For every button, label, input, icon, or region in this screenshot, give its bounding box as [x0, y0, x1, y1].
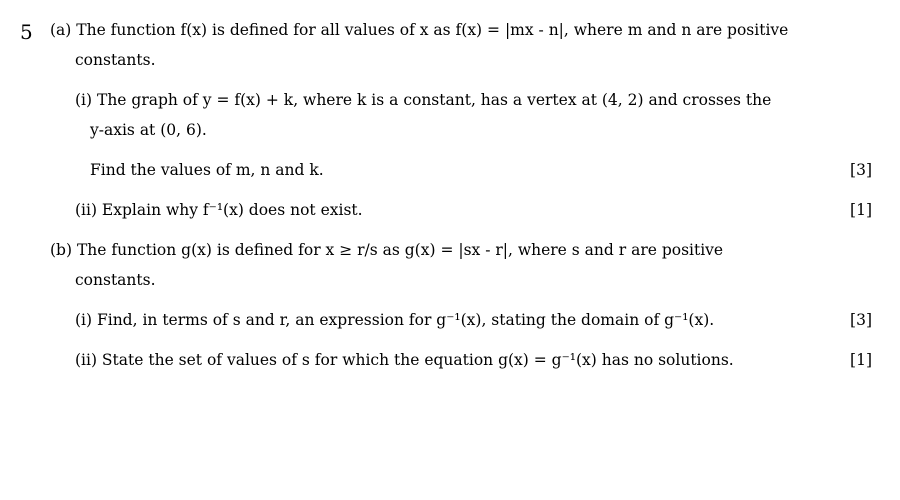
part-a-i-line3: Find the values of m, n and k.: [90, 161, 324, 179]
part-a-i-line1: (i) The graph of y = f(x) + k, where k is a constant, has a vertex at (4, 2) and crosses the: [75, 91, 772, 109]
part-b-i-text: (i) Find, in terms of s and r, an expression for g⁻¹(x), stating the domain of g⁻¹(x).: [75, 311, 715, 329]
part-b-i-marks: [3]: [850, 311, 872, 329]
part-a-ii-marks: [1]: [850, 201, 872, 219]
part-a-stem-line1: (a) The function f(x) is defined for all values of x as f(x) = |mx - n|, where m and n are positive: [50, 21, 789, 39]
question-number: 5: [20, 20, 33, 44]
part-b-ii-marks: [1]: [850, 351, 872, 369]
part-a-ii-text: (ii) Explain why f⁻¹(x) does not exist.: [75, 201, 363, 219]
part-b-stem-line2: constants.: [75, 271, 156, 289]
part-a-stem-line2: constants.: [75, 51, 156, 69]
part-a-i-marks: [3]: [850, 161, 872, 179]
part-b-stem-line1: (b) The function g(x) is defined for x ≥ r/s as g(x) = |sx - r|, where s and r are positive: [50, 241, 724, 259]
part-a-i-line2: y-axis at (0, 6).: [90, 121, 207, 139]
part-b-ii-text: (ii) State the set of values of s for which the equation g(x) = g⁻¹(x) has no solutions.: [75, 351, 734, 369]
